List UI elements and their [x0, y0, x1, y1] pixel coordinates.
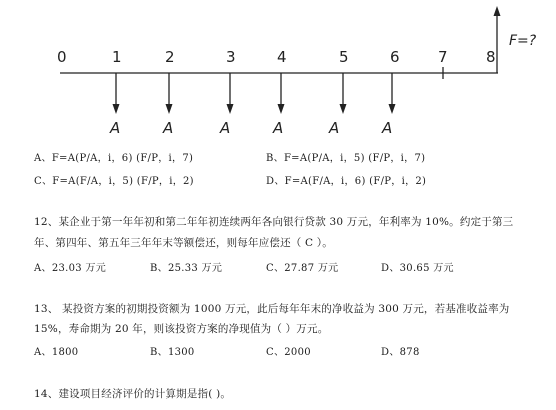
annuity-arrow-4: [278, 73, 285, 114]
annuity-arrow-2: [166, 73, 173, 114]
q13-option-a: A、1800: [34, 347, 79, 358]
period-label-5: 5: [339, 48, 349, 66]
period-label-4: 4: [277, 48, 287, 66]
q11-option-d: D、F=A(F/A，i，6) (F/P，i，2): [266, 176, 427, 187]
annuity-arrow-1: [113, 73, 120, 114]
q12-option-b: B、25.33 万元: [150, 263, 223, 274]
future-value-arrowhead: [494, 6, 501, 16]
period-label-6: 6: [390, 48, 400, 66]
q12-question-line-1: 12、某企业于第一年年初和第二年年初连续两年各向银行贷款 30 万元，年利率为 10%。约定于第三: [34, 216, 514, 228]
q12-option-c: C、27.87 万元: [266, 263, 339, 274]
period-label-2: 2: [165, 48, 175, 66]
q12-option-d: D、30.65 万元: [381, 263, 454, 274]
annuity-label-2: A: [163, 119, 174, 137]
annuity-label-4: A: [273, 119, 284, 137]
period-label-3: 3: [226, 48, 236, 66]
future-value-label: F=?: [509, 33, 537, 49]
q13-question-line-2: 15%，寿命期为 20 年，则该投资方案的净现值为（ ）万元。: [34, 323, 329, 335]
q13-option-b: B、1300: [150, 347, 195, 358]
annuity-arrow-5: [340, 73, 347, 114]
q12-question-line-2: 年、第四年、第五年三年年末等额偿还，则每年应偿还（ C ）。: [34, 237, 333, 249]
annuity-label-5: A: [329, 119, 340, 137]
period-label-7: 7: [438, 48, 448, 66]
q13-option-c: C、2000: [266, 347, 311, 358]
cash-flow-diagram: [0, 0, 556, 150]
annuity-label-3: A: [220, 119, 231, 137]
annuity-label-6: A: [382, 119, 393, 137]
q12-option-a: A、23.03 万元: [34, 263, 107, 274]
period-label-0: 0: [57, 48, 67, 66]
period-label-1: 1: [112, 48, 122, 66]
q14-question-line-1: 14、建设项目经济评价的计算期是指( )。: [34, 388, 232, 400]
annuity-arrow-3: [227, 73, 234, 114]
q13-question-line-1: 13、 某投资方案的初期投资额为 1000 万元，此后每年年末的净收益为 300 万元，若基准收益率为: [34, 303, 510, 315]
q13-option-d: D、878: [381, 347, 420, 358]
q11-option-c: C、F=A(F/A，i，5) (F/P，i，2): [34, 176, 194, 187]
q11-option-a: A、F=A(P/A，i，6) (F/P，i，7): [34, 153, 194, 164]
annuity-arrow-6: [389, 73, 396, 114]
period-label-8: 8: [486, 48, 496, 66]
annuity-label-1: A: [110, 119, 121, 137]
q11-option-b: B、F=A(P/A，i，5) (F/P，i，7): [266, 153, 426, 164]
